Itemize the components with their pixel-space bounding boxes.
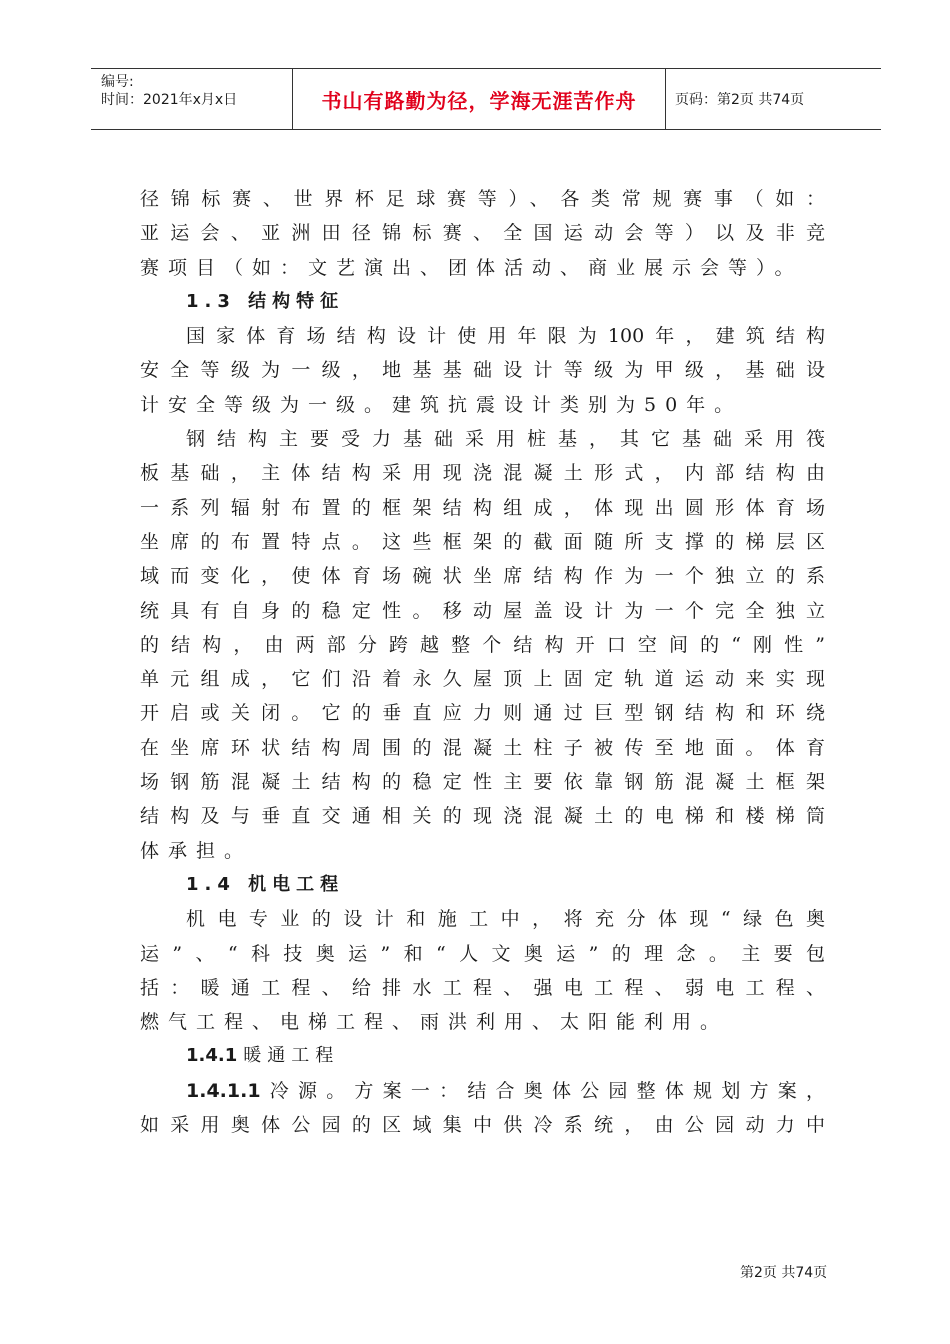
section-heading-1-4: 1.4 机电工程: [186, 873, 345, 895]
paragraph-line: 板基础，主体结构采用现浇混凝土形式，内部结构由: [140, 462, 825, 485]
section-title: 暖通工程: [243, 1045, 340, 1067]
clause-number: 1.4.1.1: [186, 1079, 261, 1102]
paragraph-line: 如采用奥体公园的区域集中供冷系统，由公园动力中: [140, 1114, 825, 1137]
page-footer: 第2页 共74页: [740, 1265, 828, 1281]
header-divider: [665, 69, 666, 129]
header-motto: 书山有路勤为径，学海无涯苦作舟: [321, 88, 637, 113]
paragraph-line: 在坐席环状结构周围的混凝土柱子被传至地面。体育: [140, 736, 825, 759]
paragraph-line: 钢结构主要受力基础采用桩基，其它基础采用筏: [186, 428, 825, 451]
paragraph-line: 坐席的布置特点。这些框架的截面随所支撑的梯层区: [140, 530, 825, 553]
paragraph-line: 域而变化，使体育场碗状坐席结构作为一个独立的系: [140, 565, 825, 588]
paragraph-line: 开启或关闭。它的垂直应力则通过巨型钢结构和环绕: [140, 702, 825, 725]
paragraph-line: 赛项目（如：文艺演出、团体活动、商业展示会等）。: [140, 256, 803, 279]
header-left: [101, 73, 237, 109]
paragraph-line: 统具有自身的稳定性。移动屋盖设计为一个完全独立: [140, 599, 825, 622]
paragraph-line: 亚运会、亚洲田径锦标赛、全国运动会等）以及非竞: [140, 222, 825, 245]
paragraph-line: 计安全等级为一级。建筑抗震设计类别为50年。: [140, 393, 743, 416]
paragraph-line: 径锦标赛、世界杯足球赛等）、各类常规赛事（如：: [140, 188, 825, 210]
paragraph-line: 场钢筋混凝土结构的稳定性主要依靠钢筋混凝土框架: [140, 771, 825, 794]
document-body: [140, 182, 825, 1142]
section-heading-1-3: 1.3 结构特征: [186, 290, 345, 312]
paragraph-line: 燃气工程、电梯工程、雨洪利用、太阳能利用。: [140, 1011, 729, 1034]
paragraph-line: 的结构，由两部分跨越整个结构开口空间的“刚性”: [140, 633, 825, 656]
paragraph-line: 安全等级为一级，地基基础设计等级为甲级，基础设: [140, 359, 825, 382]
section-number: 1.4.1: [186, 1045, 238, 1067]
page-header: [91, 68, 881, 130]
code-label: 编号:: [101, 74, 134, 90]
header-page-info: 页码：第2页 共74页: [675, 92, 805, 108]
time-label: 时间：2021年x月x日: [101, 92, 238, 108]
paragraph-line: 括：暖通工程、给排水工程、强电工程、弱电工程、: [140, 976, 825, 999]
paragraph-line: 国家体育场结构设计使用年限为100年，建筑结构: [186, 325, 825, 348]
paragraph-line: 单元组成，它们沿着永久屋顶上固定轨道运动来实现: [140, 668, 825, 691]
paragraph-line: 一系列辐射布置的框架结构组成，体现出圆形体育场: [140, 496, 825, 519]
clause-text: 冷源。方案一：结合奥体公园整体规划方案，: [260, 1079, 825, 1102]
paragraph-line: 运”、“科技奥运”和“人文奥运”的理念。主要包: [140, 942, 825, 965]
paragraph-line: 体承担。: [140, 839, 253, 862]
section-heading-1-4-1: [140, 1039, 825, 1073]
paragraph-line: 结构及与垂直交通相关的现浇混凝土的电梯和楼梯筒: [140, 805, 825, 828]
paragraph-line: [140, 1074, 825, 1108]
paragraph-line: 机电专业的设计和施工中，将充分体现“绿色奥: [186, 908, 825, 931]
